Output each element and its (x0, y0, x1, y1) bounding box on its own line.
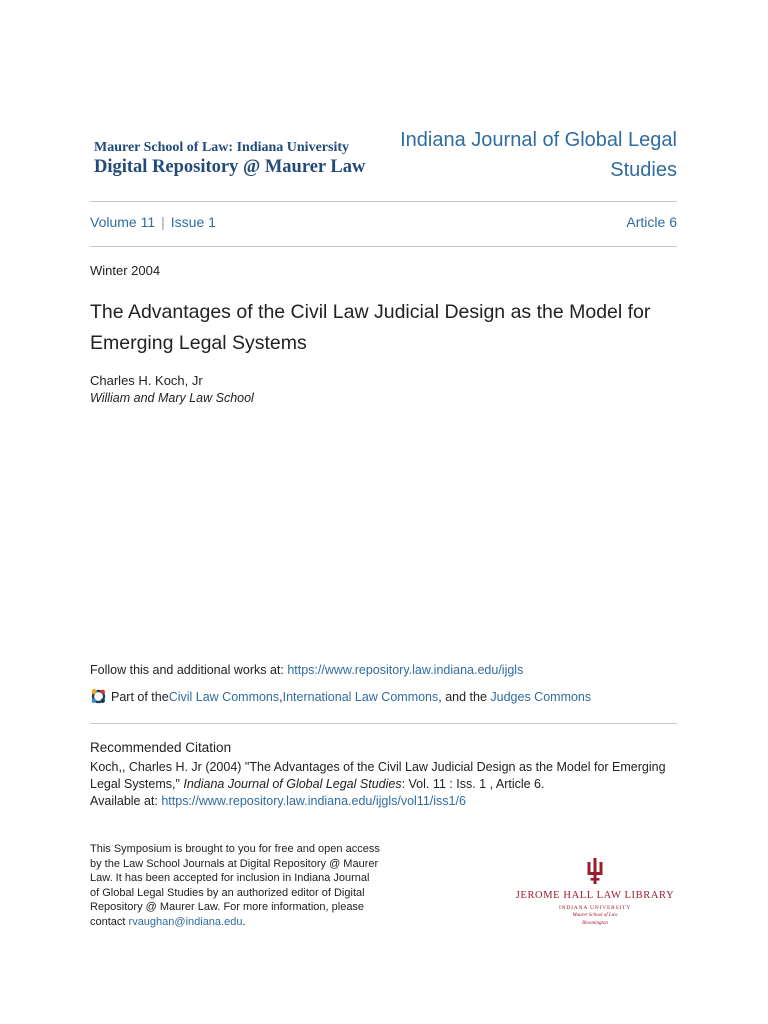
repository-logo[interactable] (94, 140, 365, 178)
author-name: Charles H. Koch, Jr (90, 373, 203, 388)
follow-line (90, 663, 523, 677)
available-prefix: Available at: (90, 794, 162, 808)
divider (90, 246, 677, 247)
notice-end: . (242, 915, 246, 928)
library-name: JEROME HALL LAW LIBRARY (515, 890, 675, 901)
contact-email-link[interactable]: rvaughan@indiana.edu (128, 915, 243, 928)
part-of-line (90, 688, 591, 705)
access-notice (90, 842, 380, 930)
citation-text-before: Koch,, Charles H. Jr (2004) "The Advantages of the Civil Law Judicial Design as the Model for Emerging Legal Systems," (90, 760, 666, 791)
international-law-commons-link[interactable]: International Law Commons (282, 689, 439, 704)
divider (90, 723, 677, 724)
volume-link[interactable]: Volume 11 (90, 214, 156, 230)
network-icon (90, 688, 107, 705)
journal-title-link[interactable]: Indiana Journal of Global Legal Studies (400, 129, 677, 181)
repository-logo-line1: Maurer School of Law: Indiana University (94, 140, 349, 155)
article-link[interactable]: Article 6 (626, 214, 677, 230)
citation-text (90, 759, 680, 793)
library-logo[interactable] (505, 858, 685, 927)
available-url-link[interactable]: https://www.repository.law.indiana.edu/ijgls/vol11/iss1/6 (161, 794, 466, 808)
follow-prefix: Follow this and additional works at: (90, 663, 288, 677)
recommended-citation-heading: Recommended Citation (90, 740, 232, 755)
issue-link[interactable]: Issue 1 (170, 214, 216, 230)
part-of-sep1: , (279, 689, 283, 704)
iu-trident-icon (585, 858, 605, 884)
author-affiliation: William and Mary Law School (90, 391, 254, 405)
article-title: The Advantages of the Civil Law Judicial Design as the Model for Emerging Legal Systems (90, 301, 651, 354)
separator: | (161, 214, 165, 230)
repository-logo-line2: Digital Repository @ Maurer Law (94, 157, 366, 177)
available-at-line (90, 794, 466, 808)
follow-url-link[interactable]: https://www.repository.law.indiana.edu/ijgls (287, 663, 524, 677)
notice-text: This Symposium is brought to you for free and open access by the Law School Journals at Digital Repository @ Maurer Law. It has been accepted for inclusion in Indiana Journal of Global Legal Studies by an authorized editor of Digital Repository @ Maurer Law. For more information, please contact (90, 843, 380, 928)
library-university: INDIANA UNIVERSITY (559, 905, 631, 911)
library-school: Maurer School of Law (572, 913, 618, 918)
judges-commons-link[interactable]: Judges Commons (490, 689, 592, 704)
divider (90, 201, 677, 202)
library-campus: Bloomington (582, 921, 608, 926)
part-of-prefix: Part of the (111, 689, 169, 704)
citation-text-after: : Vol. 11 : Iss. 1 , Article 6. (401, 777, 545, 791)
issue-nav (90, 214, 677, 230)
civil-law-commons-link[interactable]: Civil Law Commons (168, 689, 280, 704)
part-of-sep2: , and the (438, 689, 491, 704)
citation-journal: Indiana Journal of Global Legal Studies (183, 777, 402, 791)
publication-date: Winter 2004 (90, 263, 161, 278)
